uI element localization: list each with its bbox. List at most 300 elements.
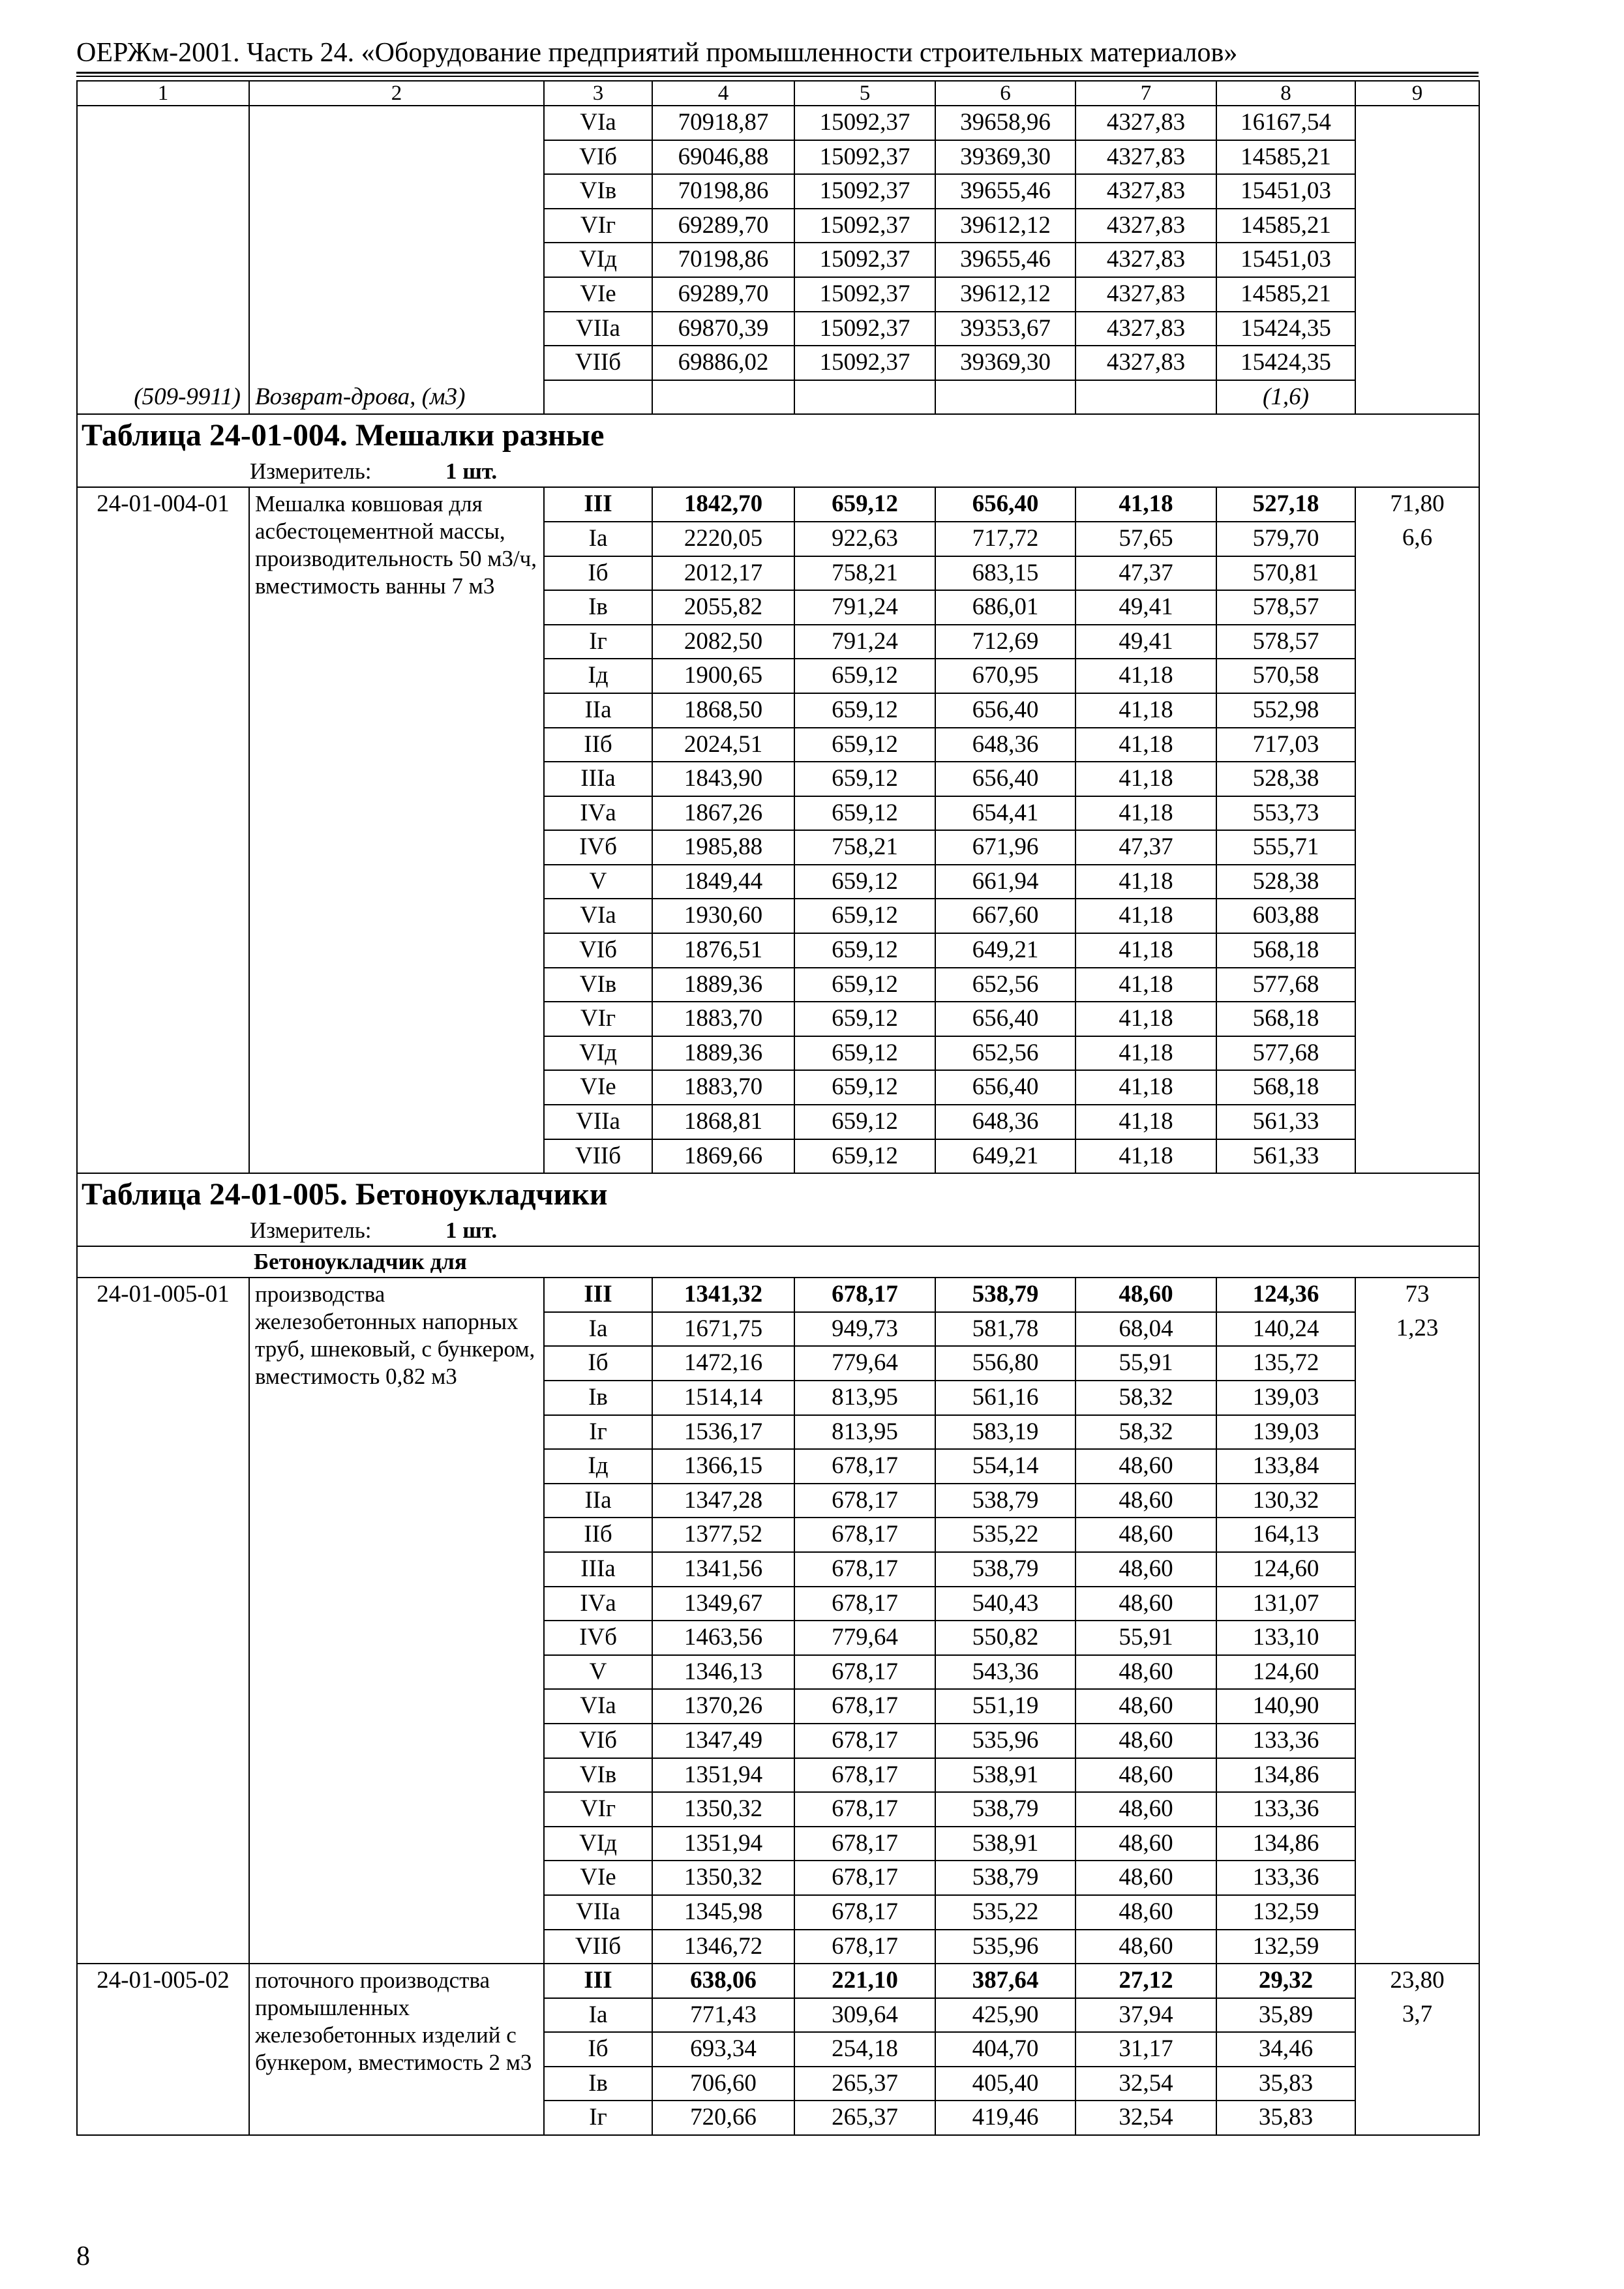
value-cell: 58,32: [1075, 1381, 1216, 1415]
value-cell: 561,33: [1216, 1105, 1355, 1139]
zone-cell: Iв: [544, 1381, 652, 1415]
col9-value: 3,7: [1355, 1998, 1479, 2135]
value-cell: 41,18: [1075, 865, 1216, 899]
value-cell: 2024,51: [652, 728, 794, 762]
value-cell: 133,10: [1216, 1621, 1355, 1655]
empty-cell: [652, 380, 794, 415]
column-number: 8: [1216, 81, 1355, 106]
value-cell: 535,96: [935, 1724, 1075, 1758]
group-row: [77, 1246, 1479, 1278]
value-cell: 70198,86: [652, 174, 794, 209]
value-cell: 528,38: [1216, 762, 1355, 796]
value-cell: 15092,37: [794, 312, 935, 346]
value-cell: 133,36: [1216, 1861, 1355, 1895]
value-cell: 561,16: [935, 1381, 1075, 1415]
value-cell: 543,36: [935, 1655, 1075, 1690]
column-number: 3: [544, 81, 652, 106]
zone-cell: VIб: [544, 1724, 652, 1758]
value-cell: 678,17: [794, 1930, 935, 1964]
value-cell: 554,14: [935, 1449, 1075, 1484]
value-cell: 48,60: [1075, 1689, 1216, 1724]
value-cell: 48,60: [1075, 1827, 1216, 1861]
value-cell: 659,12: [794, 1036, 935, 1071]
value-cell: 4327,83: [1075, 140, 1216, 175]
value-cell: 4327,83: [1075, 243, 1216, 277]
column-number-row: [77, 81, 1479, 106]
zone-cell: Iг: [544, 2101, 652, 2135]
zone-cell: VIIа: [544, 1895, 652, 1930]
value-cell: 652,56: [935, 1036, 1075, 1071]
zone-cell: VIг: [544, 1002, 652, 1036]
value-cell: 1347,49: [652, 1724, 794, 1758]
table-row: [77, 1278, 1479, 1312]
value-cell: 678,17: [794, 1484, 935, 1518]
value-cell: 561,33: [1216, 1139, 1355, 1174]
value-cell: 922,63: [794, 522, 935, 556]
value-cell: 779,64: [794, 1346, 935, 1381]
value-cell: 132,59: [1216, 1895, 1355, 1930]
value-cell: 659,12: [794, 1105, 935, 1139]
value-cell: 659,12: [794, 659, 935, 693]
value-cell: 1370,26: [652, 1689, 794, 1724]
value-cell: 678,17: [794, 1449, 935, 1484]
zone-cell: Iа: [544, 1312, 652, 1347]
value-cell: 1869,66: [652, 1139, 794, 1174]
value-cell: 1883,70: [652, 1002, 794, 1036]
col9-value: 71,80: [1355, 487, 1479, 522]
table-row: [77, 487, 1479, 522]
value-cell: 683,15: [935, 556, 1075, 591]
value-cell: 678,17: [794, 1689, 935, 1724]
column-number: 4: [652, 81, 794, 106]
value-cell: 37,94: [1075, 1998, 1216, 2033]
zone-cell: Iг: [544, 1415, 652, 1450]
value-cell: 164,13: [1216, 1518, 1355, 1552]
value-cell: 55,91: [1075, 1621, 1216, 1655]
value-cell: 15092,37: [794, 140, 935, 175]
value-cell: 1671,75: [652, 1312, 794, 1347]
value-cell: 1985,88: [652, 830, 794, 865]
zone-cell: VIб: [544, 933, 652, 968]
value-cell: 15092,37: [794, 174, 935, 209]
table-row: [77, 1964, 1479, 1998]
value-cell: 1366,15: [652, 1449, 794, 1484]
value-cell: 717,03: [1216, 728, 1355, 762]
value-cell: 1868,50: [652, 693, 794, 728]
value-cell: 638,06: [652, 1964, 794, 1998]
value-cell: 1472,16: [652, 1346, 794, 1381]
zone-cell: VIа: [544, 1689, 652, 1724]
value-cell: 659,12: [794, 693, 935, 728]
meter-cell: [77, 1216, 1479, 1246]
value-cell: 570,58: [1216, 659, 1355, 693]
empty-cell: [935, 380, 1075, 415]
value-cell: 69046,88: [652, 140, 794, 175]
page-header: ОЕРЖм-2001. Часть 24. «Оборудование предприятий промышленности строительных материалов»: [76, 38, 1238, 68]
value-cell: 2220,05: [652, 522, 794, 556]
zone-cell: Iа: [544, 1998, 652, 2033]
zone-cell: VIIа: [544, 1105, 652, 1139]
value-cell: 2012,17: [652, 556, 794, 591]
zone-cell: Iг: [544, 625, 652, 659]
value-cell: 140,90: [1216, 1689, 1355, 1724]
value-cell: 659,12: [794, 899, 935, 933]
value-cell: 1930,60: [652, 899, 794, 933]
zone-cell: VIд: [544, 1827, 652, 1861]
zone-cell: VIа: [544, 106, 652, 140]
value-cell: 134,86: [1216, 1827, 1355, 1861]
value-cell: 39655,46: [935, 174, 1075, 209]
zone-cell: Iа: [544, 522, 652, 556]
value-cell: 14585,21: [1216, 140, 1355, 175]
zone-cell: VIд: [544, 1036, 652, 1071]
zone-cell: VIIб: [544, 1139, 652, 1174]
value-cell: 133,84: [1216, 1449, 1355, 1484]
value-cell: 48,60: [1075, 1518, 1216, 1552]
value-cell: 41,18: [1075, 968, 1216, 1002]
col9-value: 1,23: [1355, 1312, 1479, 1964]
value-cell: 140,24: [1216, 1312, 1355, 1347]
value-cell: 41,18: [1075, 899, 1216, 933]
value-cell: 39612,12: [935, 209, 1075, 243]
zone-cell: VIв: [544, 968, 652, 1002]
value-cell: 15092,37: [794, 243, 935, 277]
value-cell: 771,43: [652, 1998, 794, 2033]
value-cell: 15092,37: [794, 346, 935, 380]
value-cell: 659,12: [794, 796, 935, 831]
value-cell: 309,64: [794, 1998, 935, 2033]
value-cell: 41,18: [1075, 728, 1216, 762]
zone-cell: IVб: [544, 1621, 652, 1655]
value-cell: 538,79: [935, 1484, 1075, 1518]
table-title: Таблица 24-01-005. Бетоноукладчики: [77, 1173, 1479, 1216]
zone-cell: VIIб: [544, 1930, 652, 1964]
value-cell: 758,21: [794, 556, 935, 591]
value-cell: 41,18: [1075, 1105, 1216, 1139]
value-cell: 678,17: [794, 1552, 935, 1587]
page-number: 8: [76, 2241, 90, 2271]
value-cell: 671,96: [935, 830, 1075, 865]
value-cell: 4327,83: [1075, 277, 1216, 312]
value-cell: 41,18: [1075, 659, 1216, 693]
value-cell: 678,17: [794, 1655, 935, 1690]
col9-value: 23,80: [1355, 1964, 1479, 1998]
value-cell: 34,46: [1216, 2032, 1355, 2067]
value-cell: 1536,17: [652, 1415, 794, 1450]
value-cell: 1514,14: [652, 1381, 794, 1415]
value-cell: 659,12: [794, 1070, 935, 1105]
value-cell: 656,40: [935, 487, 1075, 522]
value-cell: 41,18: [1075, 933, 1216, 968]
zone-cell: VIг: [544, 1792, 652, 1827]
value-cell: 265,37: [794, 2067, 935, 2101]
value-cell: 48,60: [1075, 1484, 1216, 1518]
zone-cell: III: [544, 1278, 652, 1312]
value-cell: 551,19: [935, 1689, 1075, 1724]
value-cell: 659,12: [794, 1002, 935, 1036]
value-cell: 4327,83: [1075, 209, 1216, 243]
zone-cell: IVа: [544, 796, 652, 831]
value-cell: 70198,86: [652, 243, 794, 277]
table-title-row: [77, 414, 1479, 456]
resource-code: (509-9911): [77, 106, 249, 414]
value-cell: 659,12: [794, 968, 935, 1002]
value-cell: 1867,26: [652, 796, 794, 831]
value-cell: 578,57: [1216, 590, 1355, 625]
value-cell: 41,18: [1075, 1070, 1216, 1105]
value-cell: 48,60: [1075, 1758, 1216, 1793]
value-cell: 139,03: [1216, 1415, 1355, 1450]
meter-cell: [77, 456, 1479, 487]
zone-cell: IVа: [544, 1587, 652, 1621]
value-cell: 577,68: [1216, 968, 1355, 1002]
value-cell: 47,37: [1075, 556, 1216, 591]
value-cell: 221,10: [794, 1964, 935, 1998]
zone-cell: IIа: [544, 693, 652, 728]
value-cell: 15451,03: [1216, 174, 1355, 209]
value-cell: 404,70: [935, 2032, 1075, 2067]
value-cell: 553,73: [1216, 796, 1355, 831]
value-cell: 712,69: [935, 625, 1075, 659]
price-table: [76, 80, 1480, 2136]
value-cell: 1889,36: [652, 968, 794, 1002]
value-cell: 535,22: [935, 1518, 1075, 1552]
value-cell: 254,18: [794, 2032, 935, 2067]
value-cell: 581,78: [935, 1312, 1075, 1347]
column-number: 5: [794, 81, 935, 106]
value-cell: 1883,70: [652, 1070, 794, 1105]
zone-cell: Iб: [544, 556, 652, 591]
header-rule: [76, 72, 1479, 74]
zone-cell: IIIа: [544, 1552, 652, 1587]
zone-cell: Iд: [544, 1449, 652, 1484]
value-cell: 659,12: [794, 487, 935, 522]
value-cell: 538,79: [935, 1861, 1075, 1895]
value-cell: 124,36: [1216, 1278, 1355, 1312]
value-cell: 39353,67: [935, 312, 1075, 346]
value-cell: 538,91: [935, 1758, 1075, 1793]
value-cell: 48,60: [1075, 1278, 1216, 1312]
zone-cell: Iб: [544, 2032, 652, 2067]
value-cell: 130,32: [1216, 1484, 1355, 1518]
value-cell: 1876,51: [652, 933, 794, 968]
value-cell: 1463,56: [652, 1621, 794, 1655]
value-cell: 419,46: [935, 2101, 1075, 2135]
value-cell: 656,40: [935, 693, 1075, 728]
value-cell: 659,12: [794, 728, 935, 762]
value-cell: 813,95: [794, 1415, 935, 1450]
value-cell: 4327,83: [1075, 312, 1216, 346]
zone-cell: Iб: [544, 1346, 652, 1381]
value-cell: 648,36: [935, 728, 1075, 762]
value-cell: 1377,52: [652, 1518, 794, 1552]
value-cell: 527,18: [1216, 487, 1355, 522]
value-cell: 41,18: [1075, 1036, 1216, 1071]
item-name: поточного производства промышленных железобетонных изделий с бункером, вместимость 2 м3: [249, 1964, 544, 2135]
zone-cell: IIб: [544, 728, 652, 762]
value-cell: 39369,30: [935, 346, 1075, 380]
value-cell: 686,01: [935, 590, 1075, 625]
value-cell: 1843,90: [652, 762, 794, 796]
value-cell: 32,54: [1075, 2101, 1216, 2135]
value-cell: 949,73: [794, 1312, 935, 1347]
value-cell: 29,32: [1216, 1964, 1355, 1998]
value-cell: 68,04: [1075, 1312, 1216, 1347]
zone-cell: IIIа: [544, 762, 652, 796]
value-cell: 49,41: [1075, 625, 1216, 659]
value-cell: 57,65: [1075, 522, 1216, 556]
value-cell: 15092,37: [794, 106, 935, 140]
zone-cell: VIе: [544, 1070, 652, 1105]
zone-cell: III: [544, 487, 652, 522]
value-cell: 678,17: [794, 1861, 935, 1895]
value-cell: 31,17: [1075, 2032, 1216, 2067]
value-cell: 813,95: [794, 1381, 935, 1415]
value-cell: 568,18: [1216, 1002, 1355, 1036]
value-cell: 15451,03: [1216, 243, 1355, 277]
value-cell: 659,12: [794, 762, 935, 796]
value-cell: 48,60: [1075, 1587, 1216, 1621]
value-cell: 1889,36: [652, 1036, 794, 1071]
col9-cell: [1355, 106, 1479, 414]
value-cell: 656,40: [935, 1002, 1075, 1036]
meter-label: Измеритель:: [250, 1218, 372, 1244]
value-cell: 578,57: [1216, 625, 1355, 659]
value-cell: 69289,70: [652, 209, 794, 243]
value-cell: 678,17: [794, 1587, 935, 1621]
table-row: [77, 106, 1479, 140]
zone-cell: VIг: [544, 209, 652, 243]
value-cell: 652,56: [935, 968, 1075, 1002]
zone-cell: VIв: [544, 174, 652, 209]
value-cell: 41,18: [1075, 693, 1216, 728]
resource-name: Возврат-дрова, (м3): [249, 106, 544, 414]
value-cell: 678,17: [794, 1827, 935, 1861]
zone-cell: VIIб: [544, 346, 652, 380]
value-cell: 555,71: [1216, 830, 1355, 865]
zone-cell: IVб: [544, 830, 652, 865]
value-cell: 48,60: [1075, 1655, 1216, 1690]
value-cell: 41,18: [1075, 796, 1216, 831]
value-cell: 387,64: [935, 1964, 1075, 1998]
value-cell: 48,60: [1075, 1552, 1216, 1587]
value-cell: 70918,87: [652, 106, 794, 140]
value-cell: 678,17: [794, 1724, 935, 1758]
value-cell: 791,24: [794, 590, 935, 625]
value-cell: 1345,98: [652, 1895, 794, 1930]
empty-cell: [544, 380, 652, 415]
zone-cell: VIе: [544, 1861, 652, 1895]
value-cell: 1849,44: [652, 865, 794, 899]
value-cell: 41,18: [1075, 762, 1216, 796]
group-label: Бетоноукладчик для: [254, 1249, 467, 1275]
zone-cell: IIб: [544, 1518, 652, 1552]
value-cell: 678,17: [794, 1278, 935, 1312]
price-table-container: [76, 80, 1479, 2136]
value-cell: 131,07: [1216, 1587, 1355, 1621]
value-cell: 124,60: [1216, 1552, 1355, 1587]
value-cell: 39655,46: [935, 243, 1075, 277]
value-cell: 134,86: [1216, 1758, 1355, 1793]
value-cell: 577,68: [1216, 1036, 1355, 1071]
value-cell: 1351,94: [652, 1758, 794, 1793]
value-cell: 15092,37: [794, 277, 935, 312]
value-cell: 538,91: [935, 1827, 1075, 1861]
value-cell: 1341,56: [652, 1552, 794, 1587]
zone-cell: V: [544, 1655, 652, 1690]
value-cell: 1346,13: [652, 1655, 794, 1690]
value-cell: 69870,39: [652, 312, 794, 346]
item-code: 24-01-004-01: [77, 487, 249, 1173]
table-title-row: [77, 1173, 1479, 1216]
value-cell: 41,18: [1075, 1002, 1216, 1036]
meter-label: Измеритель:: [250, 458, 372, 485]
header-rule: [76, 76, 1479, 77]
value-cell: 35,83: [1216, 2067, 1355, 2101]
value-cell: 678,17: [794, 1792, 935, 1827]
value-cell: 603,88: [1216, 899, 1355, 933]
value-cell: 69886,02: [652, 346, 794, 380]
value-cell: 540,43: [935, 1587, 1075, 1621]
value-cell: 425,90: [935, 1998, 1075, 2033]
value-cell: 39612,12: [935, 277, 1075, 312]
zone-cell: VIIа: [544, 312, 652, 346]
zone-cell: VIа: [544, 899, 652, 933]
value-cell: 1349,67: [652, 1587, 794, 1621]
zone-cell: V: [544, 865, 652, 899]
value-cell: 1900,65: [652, 659, 794, 693]
value-cell: 124,60: [1216, 1655, 1355, 1690]
value-cell: 133,36: [1216, 1792, 1355, 1827]
zone-cell: III: [544, 1964, 652, 1998]
value-cell: 570,81: [1216, 556, 1355, 591]
group-cell: [77, 1246, 1479, 1278]
value-cell: 48,60: [1075, 1792, 1216, 1827]
value-cell: 48,60: [1075, 1930, 1216, 1964]
value-cell: 656,40: [935, 762, 1075, 796]
value-cell: 15424,35: [1216, 312, 1355, 346]
value-cell: 659,12: [794, 865, 935, 899]
value-cell: 654,41: [935, 796, 1075, 831]
value-cell: 720,66: [652, 2101, 794, 2135]
value-cell: 1350,32: [652, 1792, 794, 1827]
value-cell: 649,21: [935, 933, 1075, 968]
value-cell: 15424,35: [1216, 346, 1355, 380]
column-number: 6: [935, 81, 1075, 106]
value-cell: 14585,21: [1216, 277, 1355, 312]
empty-cell: [1075, 380, 1216, 415]
value-cell: 14585,21: [1216, 209, 1355, 243]
value-cell: 678,17: [794, 1518, 935, 1552]
value-cell: 791,24: [794, 625, 935, 659]
value-cell: 1868,81: [652, 1105, 794, 1139]
value-cell: 48,60: [1075, 1895, 1216, 1930]
value-cell: 48,60: [1075, 1861, 1216, 1895]
value-cell: 2082,50: [652, 625, 794, 659]
value-cell: 659,12: [794, 933, 935, 968]
zone-cell: VIе: [544, 277, 652, 312]
column-number: 9: [1355, 81, 1479, 106]
value-cell: 670,95: [935, 659, 1075, 693]
value-cell: 16167,54: [1216, 106, 1355, 140]
value-cell: 535,96: [935, 1930, 1075, 1964]
value-cell: 27,12: [1075, 1964, 1216, 1998]
value-cell: 47,37: [1075, 830, 1216, 865]
item-name: производства железобетонных напорных труб, шнековый, с бункером, вместимость 0,82 м3: [249, 1278, 544, 1964]
meter-value: 1 шт.: [445, 458, 498, 485]
value-cell: 656,40: [935, 1070, 1075, 1105]
value-cell: 39658,96: [935, 106, 1075, 140]
